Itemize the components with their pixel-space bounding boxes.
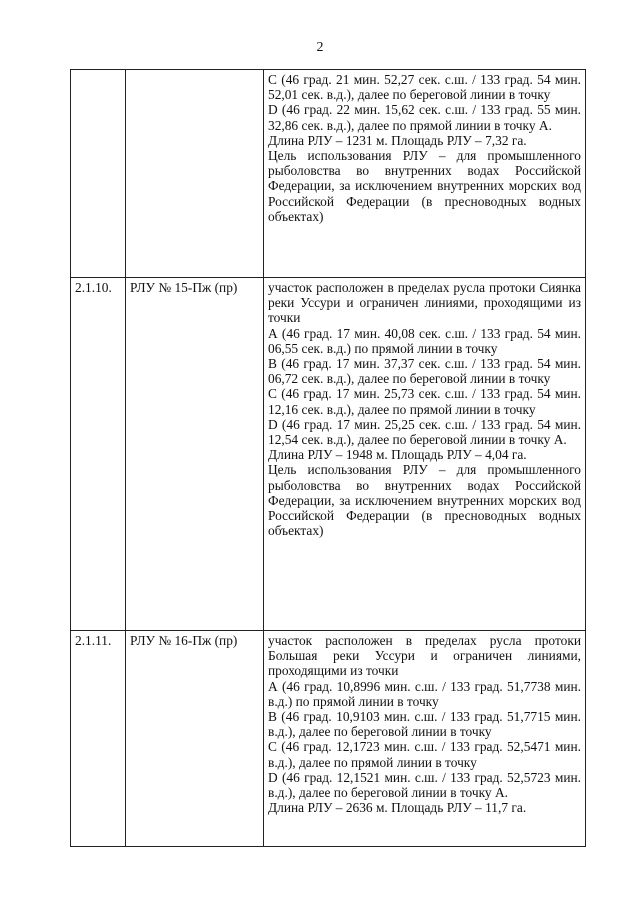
description-line: D (46 град. 12,1521 мин. с.ш. / 133 град. 52,5723 мин. в.д.), далее по береговой линии в точку А. <box>268 769 581 801</box>
description-line: Длина РЛУ – 1231 м. Площадь РЛУ – 7,32 га. <box>268 132 527 148</box>
description-line: С (46 град. 17 мин. 25,73 сек. с.ш. / 133 град. 54 мин. 12,16 сек. в.д.), далее по прямой линии в точку <box>268 386 581 417</box>
plot-description-cell <box>264 631 586 847</box>
description-line: участок расположен в пределах русла протоки Большая реки Уссури и ограничен линиями, проходящими из точки <box>268 633 581 679</box>
description-line: C (46 град. 21 мин. 52,27 сек. с.ш. / 133 град. 54 мин. 52,01 сек. в.д.), далее по береговой линии в точку <box>268 72 581 103</box>
table-row <box>71 631 586 847</box>
description-line: В (46 град. 10,9103 мин. с.ш. / 133 град. 51,7715 мин. в.д.), далее по береговой линии в точку <box>268 709 581 740</box>
plot-name-cell: РЛУ № 16-Пж (пр) <box>126 631 264 847</box>
description-line: Цель использования РЛУ – для промышленного рыболовства во внутренних водах Российской Федерации, за исключением внутренних морских вод Российской Федерации (в пресноводных водных объектах) <box>268 148 581 224</box>
description-line: А (46 град. 10,8996 мин. с.ш. / 133 град. 51,7738 мин. в.д.) по прямой линии в точку <box>268 678 581 709</box>
plot-description-cell <box>264 278 586 631</box>
description-line: Цель использования РЛУ – для промышленного рыболовства во внутренних водах Российской Федерации, за исключением внутренних морских вод Российской Федерации (в пресноводных водных объектах) <box>268 462 581 539</box>
plot-description-cell <box>264 70 586 278</box>
land-plots-table <box>70 69 586 847</box>
row-number-cell: 2.1.11. <box>71 631 126 847</box>
description-line: D (46 град. 22 мин. 15,62 сек. с.ш. / 133 град. 55 мин. 32,86 сек. в.д.), далее по прямой линии в точку А. <box>268 102 581 133</box>
plot-name-cell <box>126 70 264 278</box>
description-line: В (46 град. 17 мин. 37,37 сек. с.ш. / 133 град. 54 мин. 06,72 сек. в.д.), далее по береговой линии в точку <box>268 356 581 387</box>
table-row <box>71 70 586 278</box>
table-row <box>71 278 586 631</box>
description-line: С (46 град. 12,1723 мин. с.ш. / 133 град. 52,5471 мин. в.д.), далее по прямой линии в точку <box>268 739 581 770</box>
description-line: Длина РЛУ – 2636 м. Площадь РЛУ – 11,7 га. <box>268 800 527 816</box>
description-line: участок расположен в пределах русла протоки Сиянка реки Уссури и ограничен линиями, проходящими из точки <box>268 280 581 326</box>
description-line: D (46 град. 17 мин. 25,25 сек. с.ш. / 133 град. 54 мин. 12,54 сек. в.д.), далее по береговой линии в точку А. <box>268 416 581 448</box>
row-number-cell <box>71 70 126 278</box>
plot-name-cell: РЛУ № 15-Пж (пр) <box>126 278 264 631</box>
row-number-cell: 2.1.10. <box>71 278 126 631</box>
description-line: Длина РЛУ – 1948 м. Площадь РЛУ – 4,04 га. <box>268 447 527 463</box>
page-number: 2 <box>316 40 324 55</box>
description-line: А (46 град. 17 мин. 40,08 сек. с.ш. / 133 град. 54 мин. 06,55 сек. в.д.) по прямой линии в точку <box>268 325 581 356</box>
